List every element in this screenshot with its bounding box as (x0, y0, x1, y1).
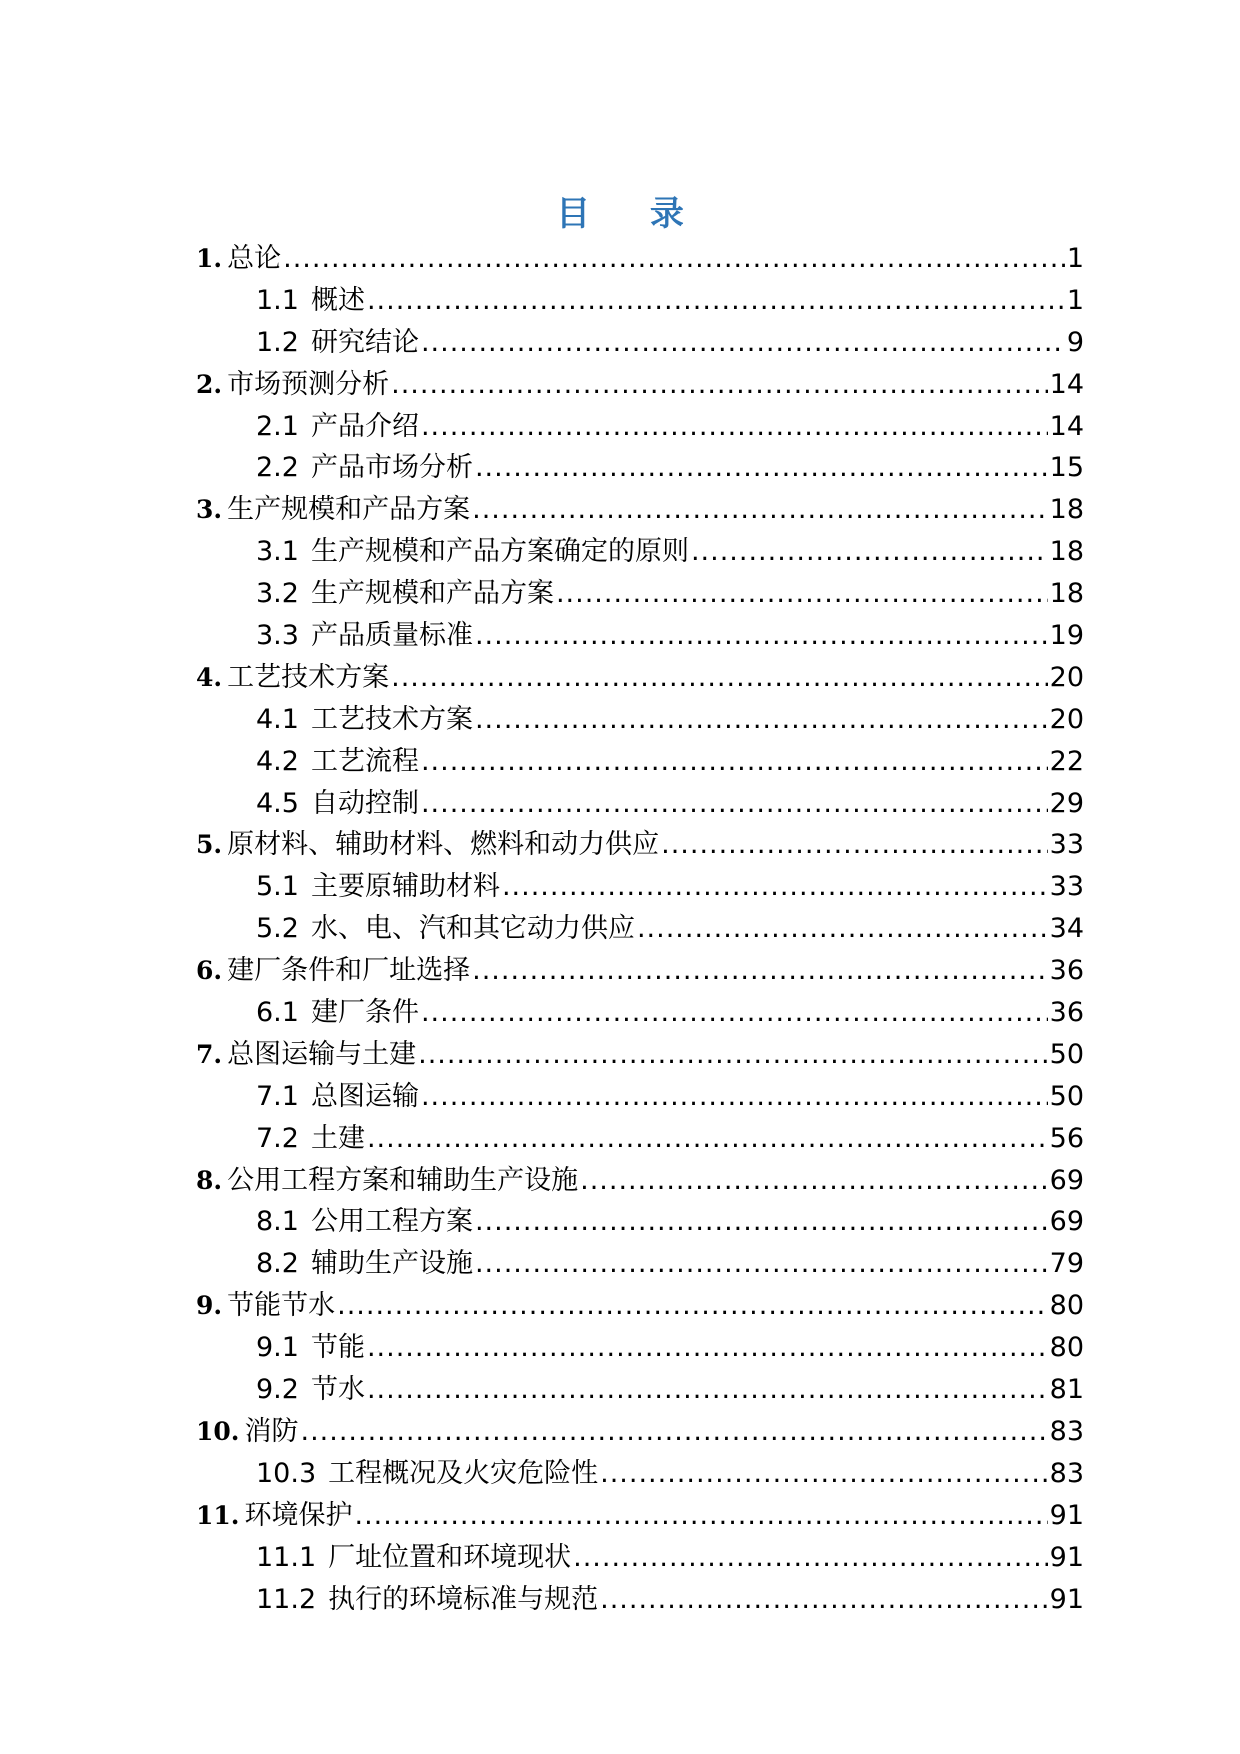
table-of-contents (196, 238, 1084, 1620)
toc-entry-title: 原材料、辅助材料、燃料和动力供应 (227, 829, 660, 861)
toc-title: 目 录 (556, 194, 708, 234)
toc-page-number: 79 (1049, 1248, 1084, 1280)
toc-page-number: 91 (1049, 1541, 1084, 1573)
toc-dot-leader (600, 1453, 1048, 1495)
toc-section-entry[interactable] (196, 1537, 1084, 1579)
toc-entry-title: 自动控制 (310, 787, 419, 819)
toc-dot-leader (421, 992, 1048, 1034)
toc-entry-title: 环境保护 (244, 1499, 353, 1531)
toc-dot-leader (355, 1495, 1048, 1537)
toc-section-entry[interactable] (196, 280, 1084, 322)
toc-page-number: 56 (1049, 1122, 1084, 1154)
toc-dot-leader (637, 908, 1048, 950)
toc-entry-number: 5.2 (256, 913, 299, 945)
toc-entry-title: 公用工程方案和辅助生产设施 (227, 1164, 579, 1196)
toc-page-number: 14 (1049, 368, 1084, 400)
toc-entry-title: 总图运输与土建 (227, 1038, 417, 1070)
toc-dot-leader (502, 866, 1048, 908)
toc-page-number: 83 (1049, 1415, 1084, 1447)
toc-entry-number: 9. (196, 1291, 223, 1321)
toc-dot-leader (337, 1285, 1048, 1327)
toc-entry-number: 3. (196, 495, 223, 525)
toc-section-entry[interactable] (196, 1579, 1084, 1621)
toc-entry-number: 3.2 (256, 578, 299, 610)
toc-section-entry[interactable] (196, 1243, 1084, 1285)
toc-dot-leader (580, 1160, 1048, 1202)
toc-dot-leader (418, 1034, 1048, 1076)
toc-page-number: 83 (1049, 1457, 1084, 1489)
toc-entry-title: 总图运输 (310, 1080, 419, 1112)
toc-entry-title: 消防 (244, 1415, 299, 1447)
toc-chapter-entry[interactable] (196, 1160, 1084, 1202)
toc-chapter-entry[interactable] (196, 950, 1084, 992)
toc-chapter-entry[interactable] (196, 489, 1084, 531)
toc-page-number: 22 (1049, 745, 1084, 777)
toc-section-entry[interactable] (196, 908, 1084, 950)
toc-chapter-entry[interactable] (196, 364, 1084, 406)
toc-section-entry[interactable] (196, 322, 1084, 364)
toc-dot-leader (573, 1537, 1048, 1579)
toc-entry-number: 2.1 (256, 410, 299, 442)
toc-entry-title: 水、电、汽和其它动力供应 (310, 913, 635, 945)
toc-page-number: 20 (1049, 661, 1084, 693)
toc-page-number: 91 (1049, 1499, 1084, 1531)
toc-entry-title: 生产规模和产品方案 (310, 578, 554, 610)
toc-page-number: 69 (1049, 1164, 1084, 1196)
toc-entry-number: 7.2 (256, 1122, 299, 1154)
toc-section-entry[interactable] (196, 573, 1084, 615)
toc-chapter-entry[interactable] (196, 238, 1084, 280)
toc-dot-leader (600, 1579, 1048, 1621)
toc-dot-leader (691, 531, 1048, 573)
toc-entry-title: 建厂条件 (310, 997, 419, 1029)
toc-section-entry[interactable] (196, 1118, 1084, 1160)
toc-entry-title: 工艺流程 (310, 745, 419, 777)
toc-entry-number: 4.2 (256, 745, 299, 777)
toc-chapter-entry[interactable] (196, 1034, 1084, 1076)
toc-page-number: 50 (1049, 1080, 1084, 1112)
toc-entry-title: 节水 (310, 1374, 365, 1406)
toc-entry-number: 9.1 (256, 1332, 299, 1364)
toc-entry-number: 3.3 (256, 620, 299, 652)
toc-dot-leader (367, 1327, 1048, 1369)
toc-entry-title: 工艺技术方案 (310, 703, 473, 735)
toc-entry-title: 生产规模和产品方案确定的原则 (310, 536, 689, 568)
toc-entry-title: 辅助生产设施 (310, 1248, 473, 1280)
toc-section-entry[interactable] (196, 1201, 1084, 1243)
toc-dot-leader (421, 322, 1065, 364)
toc-entry-title: 概述 (310, 284, 365, 316)
toc-entry-number: 11. (196, 1500, 240, 1530)
toc-entry-number: 1.2 (256, 326, 299, 358)
toc-section-entry[interactable] (196, 1453, 1084, 1495)
toc-entry-number: 6. (196, 956, 223, 986)
toc-page-number: 91 (1049, 1583, 1084, 1615)
toc-page-number: 69 (1049, 1206, 1084, 1238)
toc-entry-number: 8.2 (256, 1248, 299, 1280)
toc-section-entry[interactable] (196, 1076, 1084, 1118)
toc-dot-leader (475, 1201, 1048, 1243)
toc-entry-title: 产品质量标准 (310, 620, 473, 652)
toc-section-entry[interactable] (196, 406, 1084, 448)
toc-page-number: 18 (1049, 494, 1084, 526)
toc-dot-leader (661, 824, 1048, 866)
toc-entry-title: 建厂条件和厂址选择 (227, 955, 471, 987)
toc-entry-number: 6.1 (256, 997, 299, 1029)
toc-dot-leader (475, 1243, 1048, 1285)
toc-entry-title: 节能 (310, 1332, 365, 1364)
toc-page-number: 80 (1049, 1290, 1084, 1322)
toc-entry-number: 7. (196, 1039, 223, 1069)
toc-entry-title: 土建 (310, 1122, 365, 1154)
toc-section-entry[interactable] (196, 741, 1084, 783)
toc-entry-number: 5. (196, 830, 223, 860)
toc-dot-leader (367, 1118, 1048, 1160)
toc-dot-leader (475, 699, 1048, 741)
toc-page-number: 9 (1066, 326, 1084, 358)
toc-entry-title: 执行的环境标准与规范 (328, 1583, 599, 1615)
toc-entry-number: 9.2 (256, 1374, 299, 1406)
toc-entry-number: 2.2 (256, 452, 299, 484)
toc-section-entry[interactable] (196, 783, 1084, 825)
toc-chapter-entry[interactable] (196, 1285, 1084, 1327)
toc-entry-title: 产品介绍 (310, 410, 419, 442)
toc-entry-title: 主要原辅助材料 (310, 871, 500, 903)
toc-dot-leader (472, 950, 1048, 992)
toc-page-number: 33 (1049, 829, 1084, 861)
toc-entry-title: 生产规模和产品方案 (227, 494, 471, 526)
toc-entry-title: 厂址位置和环境现状 (328, 1541, 572, 1573)
toc-entry-title: 产品市场分析 (310, 452, 473, 484)
toc-dot-leader (367, 1369, 1048, 1411)
toc-section-entry[interactable] (196, 447, 1084, 489)
toc-chapter-entry[interactable] (196, 1411, 1084, 1453)
toc-section-entry[interactable] (196, 531, 1084, 573)
toc-page-number: 15 (1049, 452, 1084, 484)
toc-entry-number: 11.1 (256, 1541, 317, 1573)
toc-entry-title: 节能节水 (227, 1290, 336, 1322)
toc-entry-title: 工程概况及火灾危险性 (328, 1457, 599, 1489)
toc-entry-number: 10.3 (256, 1457, 317, 1489)
toc-page-number: 1 (1066, 243, 1084, 274)
toc-entry-number: 4. (196, 662, 223, 692)
toc-section-entry[interactable] (196, 1327, 1084, 1369)
toc-page-number: 50 (1049, 1038, 1084, 1070)
toc-entry-number: 4.5 (256, 787, 299, 819)
toc-dot-leader (472, 489, 1048, 531)
toc-entry-number: 8. (196, 1165, 223, 1195)
toc-entry-number: 4.1 (256, 703, 299, 735)
toc-chapter-entry[interactable] (196, 1495, 1084, 1537)
toc-dot-leader (421, 741, 1048, 783)
toc-chapter-entry[interactable] (196, 824, 1084, 866)
toc-page-number: 36 (1049, 997, 1084, 1029)
toc-entry-title: 工艺技术方案 (227, 661, 390, 693)
toc-entry-number: 3.1 (256, 536, 299, 568)
toc-page-number: 29 (1049, 787, 1084, 819)
toc-page-number: 20 (1049, 703, 1084, 735)
toc-section-entry[interactable] (196, 1369, 1084, 1411)
toc-dot-leader (475, 615, 1048, 657)
toc-dot-leader (421, 406, 1048, 448)
toc-section-entry[interactable] (196, 992, 1084, 1034)
toc-entry-number: 1.1 (256, 284, 299, 316)
toc-dot-leader (367, 280, 1065, 322)
toc-dot-leader (391, 657, 1048, 699)
toc-entry-number: 2. (196, 369, 223, 399)
toc-page-number: 81 (1049, 1374, 1084, 1406)
toc-page-number: 19 (1049, 620, 1084, 652)
toc-chapter-entry[interactable] (196, 657, 1084, 699)
toc-section-entry[interactable] (196, 699, 1084, 741)
toc-entry-number: 11.2 (256, 1583, 317, 1615)
toc-dot-leader (556, 573, 1048, 615)
toc-entry-number: 1. (196, 244, 223, 273)
toc-entry-number: 10. (196, 1416, 240, 1446)
toc-entry-title: 总论 (227, 243, 282, 274)
toc-page-number: 33 (1049, 871, 1084, 903)
toc-dot-leader (421, 783, 1048, 825)
toc-entry-title: 公用工程方案 (310, 1206, 473, 1238)
toc-page-number: 18 (1049, 578, 1084, 610)
toc-dot-leader (301, 1411, 1048, 1453)
toc-page-number: 34 (1049, 913, 1084, 945)
toc-dot-leader (391, 364, 1048, 406)
toc-section-entry[interactable] (196, 866, 1084, 908)
toc-entry-number: 7.1 (256, 1080, 299, 1112)
toc-page-number: 80 (1049, 1332, 1084, 1364)
toc-dot-leader (283, 238, 1065, 280)
toc-entry-title: 市场预测分析 (227, 368, 390, 400)
toc-entry-title: 研究结论 (310, 326, 419, 358)
toc-section-entry[interactable] (196, 615, 1084, 657)
toc-entry-number: 8.1 (256, 1206, 299, 1238)
toc-page-number: 36 (1049, 955, 1084, 987)
toc-dot-leader (475, 447, 1048, 489)
toc-entry-number: 5.1 (256, 871, 299, 903)
toc-page-number: 14 (1049, 410, 1084, 442)
toc-dot-leader (421, 1076, 1048, 1118)
toc-page-number: 1 (1066, 284, 1084, 316)
toc-page-number: 18 (1049, 536, 1084, 568)
